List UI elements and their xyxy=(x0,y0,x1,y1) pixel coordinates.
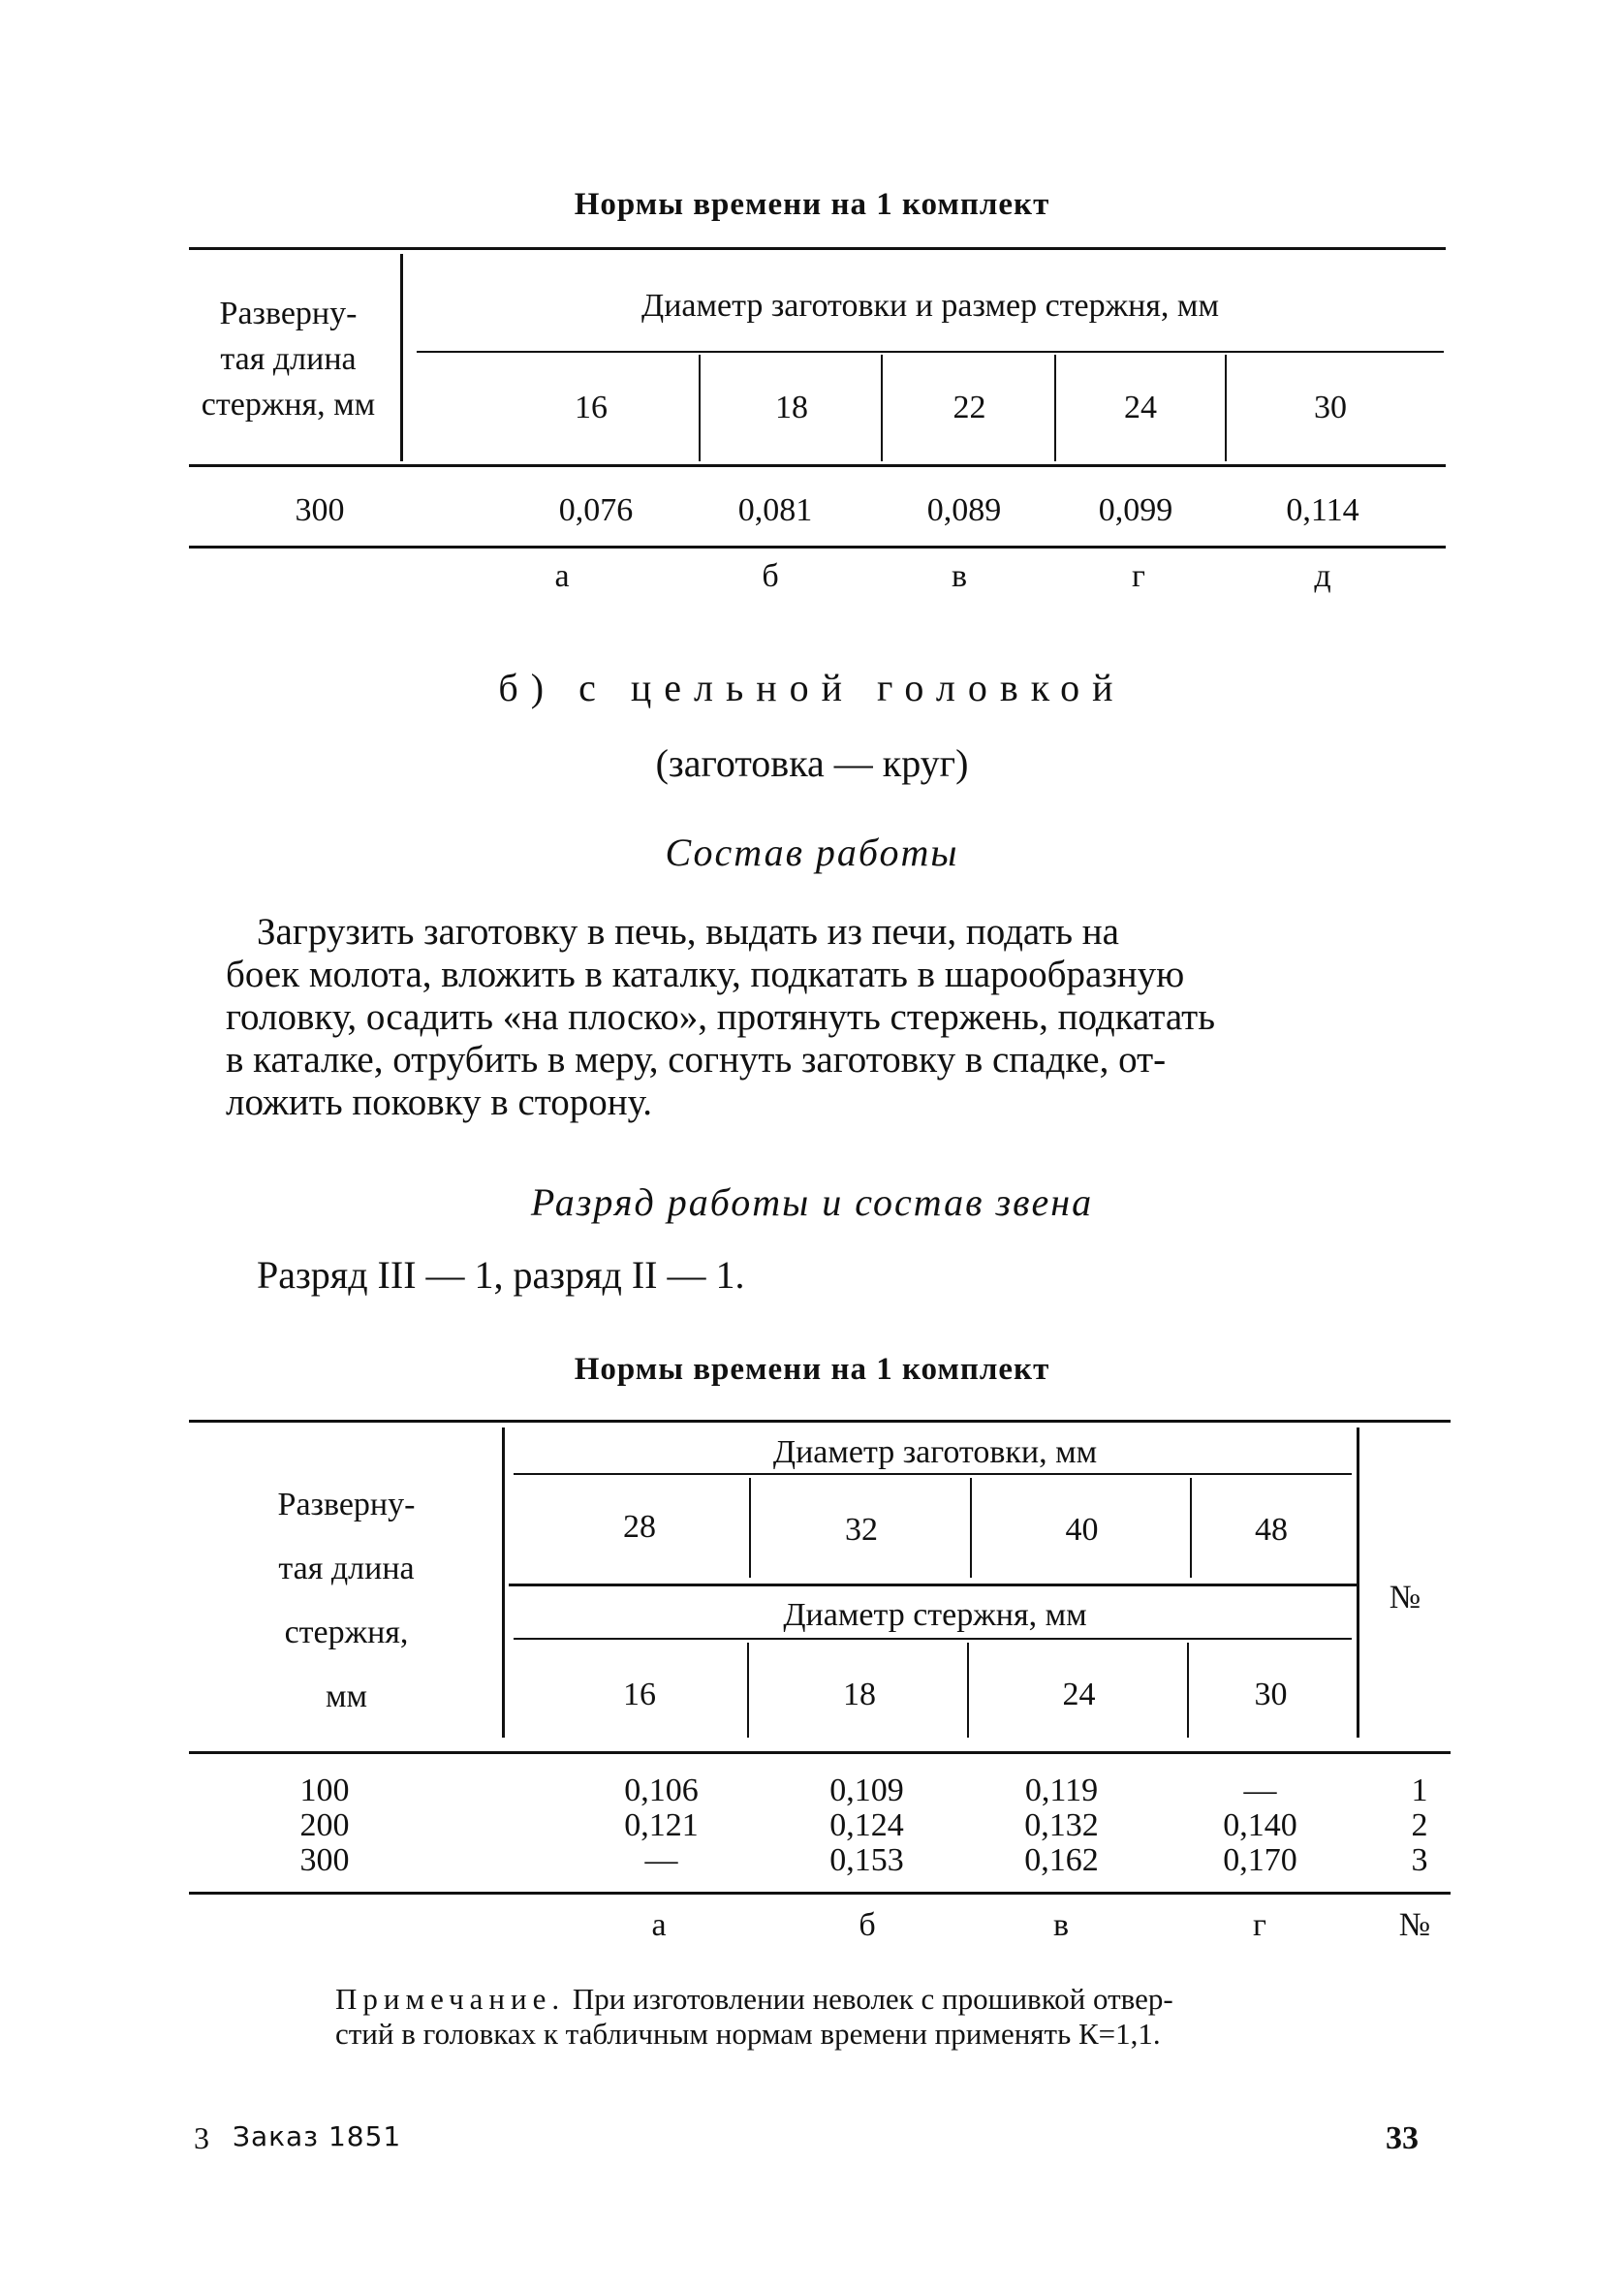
table2-row-header-line3: стержня, xyxy=(284,1615,409,1650)
table2-number-header: № xyxy=(1389,1580,1421,1616)
table1-value-e: 0,114 xyxy=(1286,492,1359,528)
table2-number: 3 xyxy=(1411,1842,1428,1878)
table2-length-300: 300 xyxy=(299,1842,350,1878)
table2-cell: 0,140 xyxy=(1223,1807,1297,1843)
grade-heading: Разряд работы и состав звена xyxy=(530,1180,1094,1224)
table1-row-length: 300 xyxy=(295,492,345,528)
table2-col-a xyxy=(581,1773,741,1878)
table2-letter-b: б xyxy=(859,1907,876,1943)
table1-top-rule xyxy=(189,247,1446,250)
table1-col-18: 18 xyxy=(775,390,808,425)
table1-col-sep-4 xyxy=(1225,355,1227,461)
table2-number: 1 xyxy=(1411,1772,1428,1808)
table2-group2-rule xyxy=(514,1638,1352,1640)
table2-g2-col-18: 18 xyxy=(843,1677,876,1712)
table2-cell: 0,162 xyxy=(1024,1842,1099,1878)
table2-numbers xyxy=(1390,1773,1449,1878)
table1-value-c: 0,089 xyxy=(926,492,1002,528)
table2-row-header xyxy=(199,1473,494,1729)
table1-col-sep-2 xyxy=(881,355,883,461)
table2-g1-col-32: 32 xyxy=(845,1512,878,1548)
table1-row-header-line3: стержня, мм xyxy=(201,387,376,423)
table2-number: 2 xyxy=(1411,1807,1428,1843)
section-subtitle: (заготовка — круг) xyxy=(655,741,969,785)
work-line-4: в каталке, отрубить в меру, согнуть заготовку в спадке, от- xyxy=(226,1039,1167,1081)
note xyxy=(192,1982,1452,2052)
table2-g2-sep-3 xyxy=(1187,1643,1189,1738)
table2-group2-header: Диаметр стержня, мм xyxy=(783,1597,1087,1633)
table1-letter-b: б xyxy=(762,558,779,594)
table2-length-200: 200 xyxy=(299,1807,350,1843)
table2-g1-col-28: 28 xyxy=(623,1509,656,1545)
table1-col-sep-3 xyxy=(1054,355,1056,461)
table1-letter-c: в xyxy=(951,558,968,594)
table2-cell: 0,121 xyxy=(624,1807,699,1843)
table1-caption: Нормы времени на 1 комплект xyxy=(574,187,1050,222)
table2-letter-d: г xyxy=(1253,1907,1266,1943)
table2-cell: — xyxy=(644,1842,678,1878)
table2-length-100: 100 xyxy=(299,1772,350,1808)
table1-col-24: 24 xyxy=(1124,390,1157,425)
table2-letter-a: а xyxy=(651,1907,667,1943)
table2-cell: 0,153 xyxy=(829,1842,904,1878)
table1-col-16: 16 xyxy=(575,390,608,425)
grade-text: Разряд III — 1, разряд II — 1. xyxy=(257,1253,745,1297)
table2-right-divider xyxy=(1357,1427,1359,1738)
table1-letter-a: а xyxy=(554,558,570,594)
table2-bottom-rule xyxy=(189,1892,1451,1895)
table2-g1-sep-3 xyxy=(1190,1478,1192,1578)
table1-row-header-line1: Разверну- xyxy=(219,296,358,331)
table2-group1-header: Диаметр заготовки, мм xyxy=(772,1434,1098,1470)
table2-row-header-line1: Разверну- xyxy=(277,1487,416,1522)
table1-col-30: 30 xyxy=(1314,390,1347,425)
note-line-1 xyxy=(192,1982,1452,2017)
table2-col-d xyxy=(1180,1773,1340,1878)
table2-group1-rule xyxy=(514,1473,1352,1475)
table2-g2-col-16: 16 xyxy=(623,1677,656,1712)
table2-g1-col-48: 48 xyxy=(1255,1512,1288,1548)
table1-letter-d: г xyxy=(1132,558,1145,594)
table2-letter-number: № xyxy=(1398,1907,1431,1943)
table1-value-d: 0,099 xyxy=(1098,492,1173,528)
work-line-5: ложить поковку в сторону. xyxy=(226,1082,653,1123)
table1-row-header xyxy=(179,291,397,427)
table1-letter-e: д xyxy=(1314,558,1331,594)
table1-divider xyxy=(400,254,403,461)
footer-sheet: 3 xyxy=(194,2120,209,2155)
table2-cell: 0,119 xyxy=(1024,1772,1099,1808)
table2-cell: 0,124 xyxy=(829,1807,904,1843)
table2-letter-c: в xyxy=(1052,1907,1070,1943)
table2-g1-sep-2 xyxy=(970,1478,972,1578)
table2-mid-rule xyxy=(509,1584,1357,1586)
table2-col-b xyxy=(787,1773,947,1878)
table1-col-sep-1 xyxy=(699,355,701,461)
work-line-3: головку, осадить «на плоско», протянуть стержень, подкатать xyxy=(226,996,1215,1038)
table1-group-header: Диаметр заготовки и размер стержня, мм xyxy=(641,288,1219,324)
note-text-1: При изготовлении неволек с прошивкой отвер- xyxy=(572,1982,1173,2016)
table2-row-header-line2: тая длина xyxy=(278,1551,415,1586)
table1-value-b: 0,081 xyxy=(737,492,813,528)
table2-top-rule xyxy=(189,1420,1451,1423)
table2-cell: 0,106 xyxy=(624,1772,699,1808)
table2-cell: — xyxy=(1243,1772,1277,1808)
table2-lengths xyxy=(262,1773,388,1878)
table1-sub-rule xyxy=(417,351,1444,353)
table2-col-c xyxy=(982,1773,1141,1878)
work-line-1: Загрузить заготовку в печь, выдать из печи, подать на xyxy=(257,911,1119,953)
section-title: б) с цельной головкой xyxy=(498,666,1126,709)
table2-row-header-line4: мм xyxy=(325,1678,368,1714)
table2-g1-col-40: 40 xyxy=(1065,1512,1099,1548)
table1-col-22: 22 xyxy=(953,390,986,425)
note-label: Примечание. xyxy=(335,1982,566,2016)
table2-cell: 0,132 xyxy=(1024,1807,1099,1843)
work-paragraph xyxy=(226,911,1447,1124)
page-number: 33 xyxy=(1386,2120,1419,2156)
work-line-2: боек молота, вложить в каталку, подкатать в шарообразную xyxy=(226,954,1185,995)
work-heading: Состав работы xyxy=(665,831,959,874)
table2-g2-col-30: 30 xyxy=(1254,1677,1288,1712)
table1-value-a: 0,076 xyxy=(558,492,634,528)
footer-order: Заказ 1851 xyxy=(233,2120,402,2152)
table2-header-rule xyxy=(189,1751,1451,1754)
table2-cell: 0,170 xyxy=(1223,1842,1297,1878)
table2-cell: 0,109 xyxy=(829,1772,904,1808)
table1-header-rule xyxy=(189,464,1446,467)
note-text-2: стий в головках к табличным нормам времени применять К=1,1. xyxy=(335,2017,1161,2051)
table1-row-header-line2: тая длина xyxy=(220,341,357,377)
table2-left-divider xyxy=(502,1427,505,1738)
table1-bottom-rule xyxy=(189,546,1446,549)
table2-g2-col-24: 24 xyxy=(1062,1677,1096,1712)
table2-caption: Нормы времени на 1 комплект xyxy=(574,1352,1050,1387)
